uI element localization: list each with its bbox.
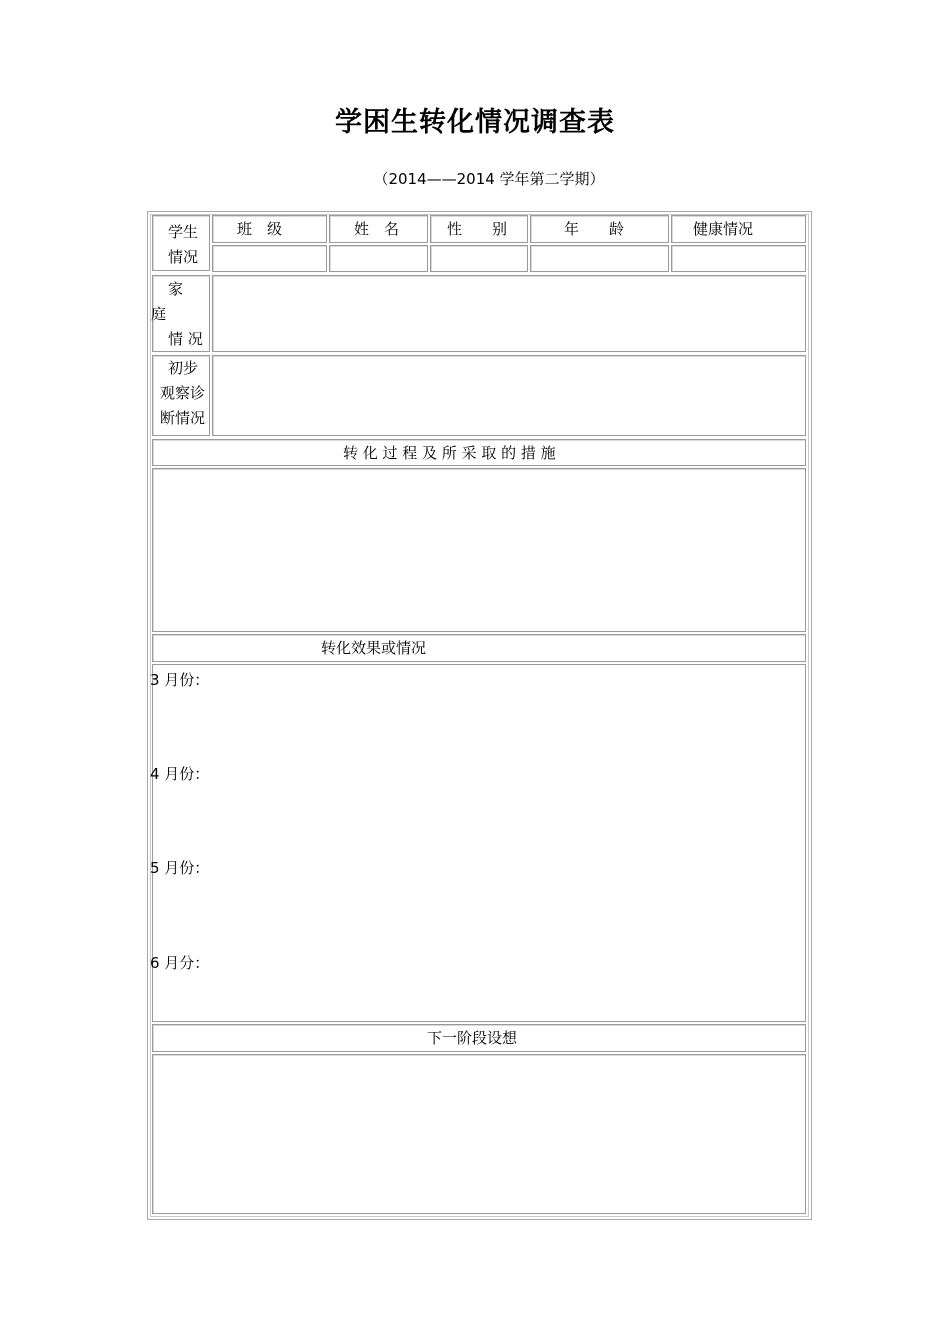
month-4-label: 4 月份： (150, 765, 210, 783)
month-6-label: 6 月分： (150, 954, 210, 972)
gender-input-cell[interactable] (430, 245, 528, 272)
diagnosis-label-line3: 断情况 (160, 409, 206, 427)
month-5-label: 5 月份： (150, 859, 210, 877)
header-class: 班 级 (237, 220, 283, 238)
diagnosis-content-cell[interactable] (212, 355, 806, 436)
effect-header-cell (152, 634, 806, 662)
header-health: 健康情况 (693, 220, 754, 238)
page-title: 学困生转化情况调查表 (335, 107, 615, 138)
health-input-cell[interactable] (671, 245, 806, 272)
effect-header: 转化效果或情况 (321, 639, 427, 657)
class-input-cell[interactable] (212, 245, 327, 272)
diagnosis-label-line1: 初步 (168, 359, 199, 377)
header-name: 姓 名 (354, 220, 400, 238)
semester-subtitle: （2014——2014 学年第二学期） (373, 170, 605, 188)
age-input-cell[interactable] (530, 245, 669, 272)
student-info-label-line1: 学生 (168, 223, 199, 241)
header-gender: 性 别 (447, 220, 508, 238)
next-stage-content-cell[interactable] (152, 1054, 806, 1214)
family-content-cell[interactable] (212, 275, 806, 352)
diagnosis-label-line2: 观察诊 (160, 384, 206, 402)
name-input-cell[interactable] (329, 245, 428, 272)
effect-content-cell[interactable] (152, 664, 806, 1022)
measures-content-cell[interactable] (152, 468, 806, 632)
measures-header: 转 化 过 程 及 所 采 取 的 措 施 (343, 444, 556, 462)
next-stage-header: 下一阶段设想 (427, 1029, 518, 1047)
month-3-label: 3 月份： (150, 671, 210, 689)
student-info-label-line2: 情况 (168, 248, 199, 266)
header-age: 年 龄 (564, 220, 625, 238)
family-label-line3: 情 况 (168, 330, 203, 348)
family-label-line1: 家 (168, 280, 184, 298)
family-label-line2: 庭 (151, 305, 167, 323)
